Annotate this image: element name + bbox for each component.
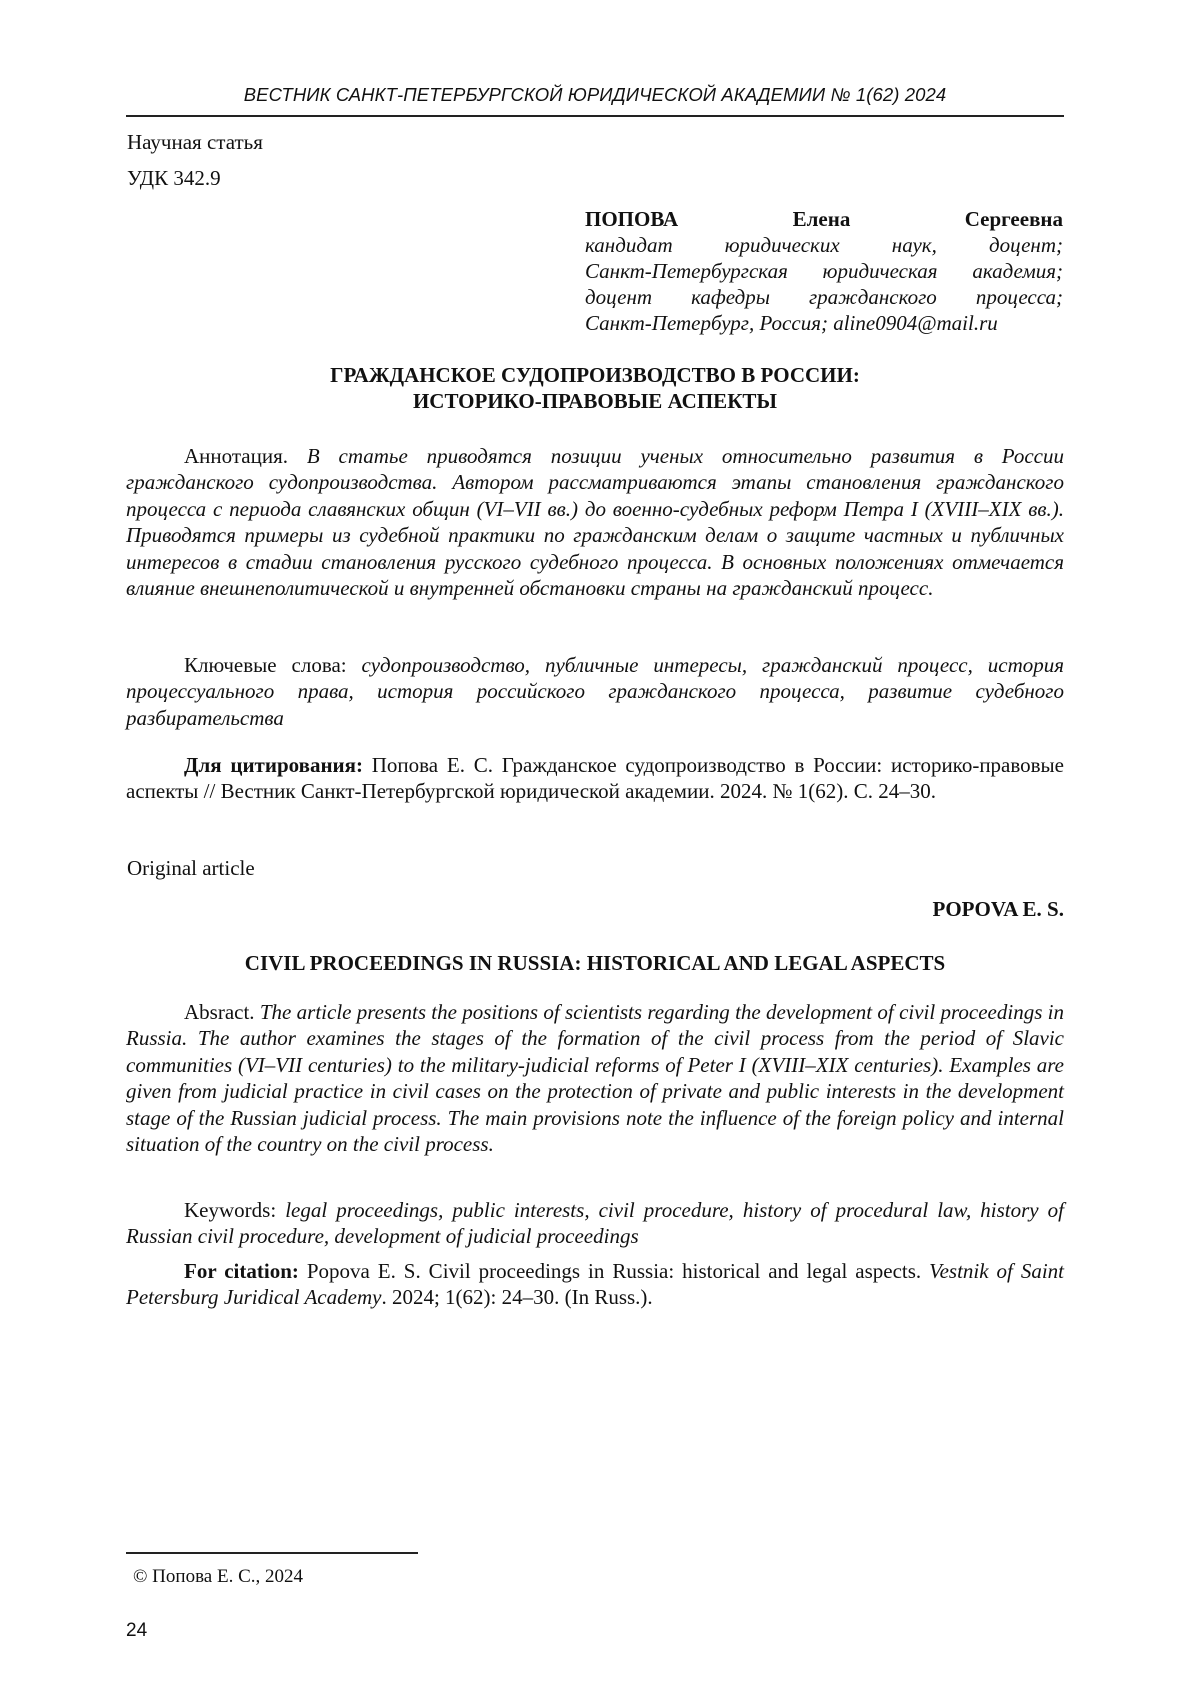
author-patronymic: Сергеевна [964,207,1064,231]
citation-label-en: For citation: [184,1259,299,1283]
author-surname: ПОПОВА [585,207,679,231]
udc: УДК 342.9 [127,166,221,190]
abstract-en [126,999,1064,1157]
citation-en [126,1258,1064,1311]
citation-ru [126,752,1064,805]
author-affiliation-line: доцент кафедры гражданского процесса; [585,285,1063,309]
author-affiliation-line: Санкт-Петербург, Россия; aline0904@mail.ru [585,311,998,335]
abstract-text-ru: В статье приводятся позиции ученых относительно развития в России гражданского судопроизводства. Автором рассматриваются этапы становления гражданского процесса с периода славянских общин (VI–VII вв.) до военно-судебных реформ Петра I (XVIII–XIX вв.). Приводятся примеры из судебной практики по гражданским делам о защите частных и публичных интересов в стадии становления русского судебного процесса. В основных положениях отмечается влияние внешнеполитической и внутренней обстановки страны на гражданский процесс. [126,444,1065,601]
abstract-text-en: The article presents the positions of scientists regarding the development of civil proceedings in Russia. The author examines the stages of the formation of the civil process from the period of Slavic communities (VI–VII centuries) to the military-judicial reforms of Peter I (XVIII–XIX centuries). Examples are given from judicial practice in civil cases on the protection of private and public interests in the development stage of the Russian judicial process. The main provisions note the influence of the foreign policy and internal situation of the country on the civil process. [126,1000,1065,1157]
article-title-ru [126,362,1064,414]
keywords-label-en: Keywords: [184,1198,277,1222]
author-name-ru [585,206,1063,232]
copyright-footnote: © Попова Е. С., 2024 [133,1566,304,1587]
abstract-label-ru: Аннотация. [184,444,289,468]
citation-text-en-2: . 2024; 1(62): 24–30. (In Russ.). [381,1285,653,1310]
author-firstname: Елена [792,207,851,231]
citation-label-ru: Для цитирования: [184,753,364,777]
title-line-2: ИСТОРИКО-ПРАВОВЫЕ АСПЕКТЫ [412,389,778,413]
running-header: ВЕСТНИК САНКТ-ПЕТЕРБУРГСКОЙ ЮРИДИЧЕСКОЙ АКАДЕМИИ № 1(62) 2024 [243,84,947,105]
citation-journal-en: Vestnik of Saint Petersburg Juridical Academy [126,1259,1064,1310]
header-rule [126,115,1064,117]
abstract-ru [126,443,1064,601]
footnote-rule [126,1552,418,1554]
article-title-en: CIVIL PROCEEDINGS IN RUSSIA: HISTORICAL AND LEGAL ASPECTS [244,951,946,975]
citation-text-en-1: Popova E. S. Civil proceedings in Russia: historical and legal aspects. [306,1259,922,1283]
author-affiliation-line: Санкт-Петербургская юридическая академия; [585,259,1063,283]
abstract-label-en: Absract. [184,1000,255,1024]
keywords-ru [126,652,1064,731]
page-number: 24 [126,1620,148,1641]
article-type-en: Original article [127,856,255,880]
article-type-ru: Научная статья [127,130,263,154]
author-en: POPOVA E. S. [932,897,1064,921]
author-affiliation-line: кандидат юридических наук, доцент; [585,233,1063,257]
author-block-ru [585,206,1063,336]
keywords-text-en: legal proceedings, public interests, civil procedure, history of procedural law, history of Russian civil procedure, development of judicial proceedings [126,1198,1064,1249]
keywords-text-ru: судопроизводство, публичные интересы, гражданский процесс, история процессуального права, история российского гражданского процесса, развитие судебного разбирательства [126,653,1065,730]
citation-text-ru: Попова Е. С. Гражданское судопроизводство в России: историко-правовые аспекты // Вестник Санкт-Петербургской юридической академии. 2024. № 1(62). С. 24–30. [126,753,1064,804]
keywords-en [126,1197,1064,1250]
keywords-label-ru: Ключевые слова: [184,653,347,677]
title-line-1: ГРАЖДАНСКОЕ СУДОПРОИЗВОДСТВО В РОССИИ: [330,363,860,387]
